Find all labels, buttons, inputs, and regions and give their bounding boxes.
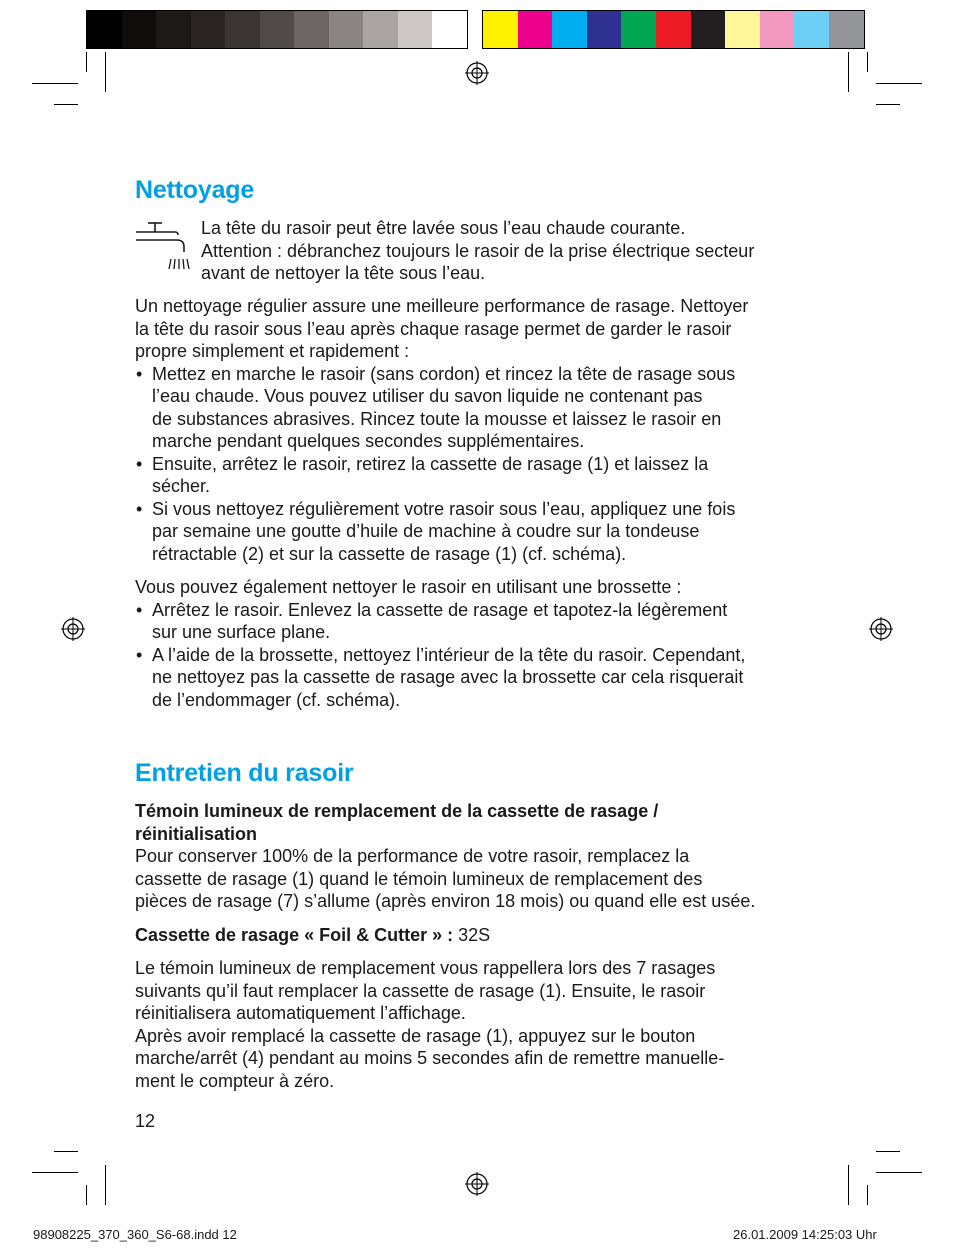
text-line: La tête du rasoir peut être lavée sous l’eau chaude courante. bbox=[201, 218, 686, 238]
text-line: Vous pouvez également nettoyer le rasoir en utilisant une brossette : bbox=[135, 577, 682, 597]
footer-file-info: 98908225_370_360_S6-68.indd 12 bbox=[33, 1227, 237, 1242]
cassette-value: 32S bbox=[458, 925, 491, 945]
crop-mark bbox=[32, 1172, 78, 1173]
color-swatch bbox=[760, 11, 795, 48]
registration-mark-icon bbox=[465, 1172, 489, 1196]
text-line: Attention : débranchez toujours le rasoir de la prise électrique secteur bbox=[201, 240, 755, 261]
text-line: de substances abrasives. Rincez toute la mousse et laissez le rasoir en bbox=[152, 408, 722, 429]
list-item bbox=[135, 498, 748, 566]
crop-mark bbox=[848, 1165, 849, 1205]
subheading-line: Témoin lumineux de remplacement de la cassette de rasage / bbox=[135, 801, 659, 821]
color-swatch bbox=[156, 11, 191, 48]
cassette-spec bbox=[135, 924, 490, 947]
registration-mark-icon bbox=[465, 61, 489, 85]
text-line: Un nettoyage régulier assure une meilleure performance de rasage. Nettoyer bbox=[135, 296, 749, 316]
crop-mark bbox=[848, 52, 849, 92]
list-item bbox=[135, 599, 745, 644]
list-item bbox=[135, 363, 748, 453]
color-swatch bbox=[225, 11, 260, 48]
color-swatch bbox=[87, 11, 122, 48]
cleaning-intro bbox=[201, 217, 754, 285]
color-swatch bbox=[432, 11, 467, 48]
crop-mark bbox=[876, 1172, 922, 1173]
color-swatch bbox=[191, 11, 226, 48]
text-line: la tête du rasoir sous l’eau après chaque rasage permet de garder le rasoir bbox=[135, 318, 732, 339]
crop-mark bbox=[105, 52, 106, 92]
text-line: rétractable (2) et sur la cassette de rasage (1) (cf. schéma). bbox=[152, 543, 627, 564]
color-swatch bbox=[122, 11, 157, 48]
text-line: • Ensuite, arrêtez le rasoir, retirez la cassette de rasage (1) et laissez la bbox=[152, 453, 709, 474]
brush-paragraph bbox=[135, 576, 745, 711]
cassette-label: Cassette de rasage « Foil & Cutter » : bbox=[135, 925, 454, 945]
text-line: sécher. bbox=[152, 476, 211, 496]
registration-mark-icon bbox=[61, 617, 85, 641]
faucet-icon bbox=[133, 218, 191, 276]
section-title-cleaning: Nettoyage bbox=[135, 176, 255, 204]
text-line: ne nettoyez pas la cassette de rasage avec la brossette car cela risquerait bbox=[152, 667, 744, 687]
text-line: Après avoir remplacé la cassette de rasage (1), appuyez sur le bouton bbox=[135, 1025, 696, 1046]
text-line: propre simplement et rapidement : bbox=[135, 341, 410, 361]
text-line: marche pendant quelques secondes supplémentaires. bbox=[152, 431, 585, 451]
color-swatch bbox=[621, 11, 656, 48]
text-line: • Mettez en marche le rasoir (sans cordon) et rincez la tête de rasage sous bbox=[152, 363, 736, 384]
color-swatch bbox=[691, 11, 726, 48]
section-title-maintenance: Entretien du rasoir bbox=[135, 759, 354, 787]
text-line: cassette de rasage (1) quand le témoin lumineux de remplacement des bbox=[135, 868, 703, 889]
crop-mark bbox=[876, 104, 900, 105]
process-color-bar bbox=[482, 10, 865, 49]
color-swatch bbox=[483, 11, 518, 48]
text-line: sur une surface plane. bbox=[152, 622, 331, 642]
text-line: l’eau chaude. Vous pouvez utiliser du savon liquide ne contenant pas bbox=[152, 386, 703, 406]
color-swatch bbox=[587, 11, 622, 48]
text-line: avant de nettoyer la tête sous l’eau. bbox=[201, 263, 486, 283]
subheading-line: réinitialisation bbox=[135, 823, 258, 844]
color-swatch bbox=[363, 11, 398, 48]
text-line: Le témoin lumineux de remplacement vous rappellera lors des 7 rasages bbox=[135, 958, 716, 978]
color-swatch bbox=[398, 11, 433, 48]
text-line: • Si vous nettoyez régulièrement votre rasoir sous l’eau, appliquez une fois bbox=[152, 498, 736, 519]
text-line: • Arrêtez le rasoir. Enlevez la cassette de rasage et tapotez-la légèrement bbox=[152, 599, 728, 620]
footer-timestamp: 26.01.2009 14:25:03 Uhr bbox=[733, 1227, 877, 1242]
grayscale-color-bar bbox=[86, 10, 468, 49]
crop-mark bbox=[54, 104, 78, 105]
crop-mark bbox=[86, 1185, 87, 1205]
cleaning-paragraph bbox=[135, 295, 748, 565]
color-swatch bbox=[294, 11, 329, 48]
crop-mark bbox=[32, 83, 78, 84]
text-line: marche/arrêt (4) pendant au moins 5 secondes afin de remettre manuelle- bbox=[135, 1048, 725, 1068]
text-line: réinitialisera automatiquement l’affichage. bbox=[135, 1003, 466, 1023]
text-line: de l’endommager (cf. schéma). bbox=[152, 689, 401, 710]
page-number: 12 bbox=[135, 1111, 156, 1131]
maintenance-text bbox=[135, 800, 755, 913]
crop-mark bbox=[105, 1165, 106, 1205]
crop-mark bbox=[876, 83, 922, 84]
registration-mark-icon bbox=[869, 617, 893, 641]
list-item bbox=[135, 453, 748, 498]
color-swatch bbox=[725, 11, 760, 48]
reset-paragraph bbox=[135, 957, 724, 1092]
crop-mark bbox=[867, 1185, 868, 1205]
crop-mark bbox=[86, 52, 87, 72]
text-line: • A l’aide de la brossette, nettoyez l’intérieur de la tête du rasoir. Cependant, bbox=[152, 644, 746, 665]
color-swatch bbox=[260, 11, 295, 48]
crop-mark bbox=[54, 1151, 78, 1152]
color-swatch bbox=[552, 11, 587, 48]
color-swatch bbox=[329, 11, 364, 48]
color-swatch bbox=[829, 11, 864, 48]
color-swatch bbox=[794, 11, 829, 48]
text-line: pièces de rasage (7) s’allume (après environ 18 mois) ou quand elle est usée. bbox=[135, 891, 756, 911]
crop-mark bbox=[876, 1151, 900, 1152]
text-line: suivants qu’il faut remplacer la cassette de rasage (1). Ensuite, le rasoir bbox=[135, 980, 706, 1001]
color-swatch bbox=[656, 11, 691, 48]
color-swatch bbox=[518, 11, 553, 48]
text-line: par semaine une goutte d’huile de machine à coudre sur la tondeuse bbox=[152, 521, 700, 541]
list-item bbox=[135, 644, 745, 712]
text-line: ment le compteur à zéro. bbox=[135, 1070, 335, 1091]
text-line: Pour conserver 100% de la performance de votre rasoir, remplacez la bbox=[135, 846, 690, 866]
crop-mark bbox=[867, 52, 868, 72]
